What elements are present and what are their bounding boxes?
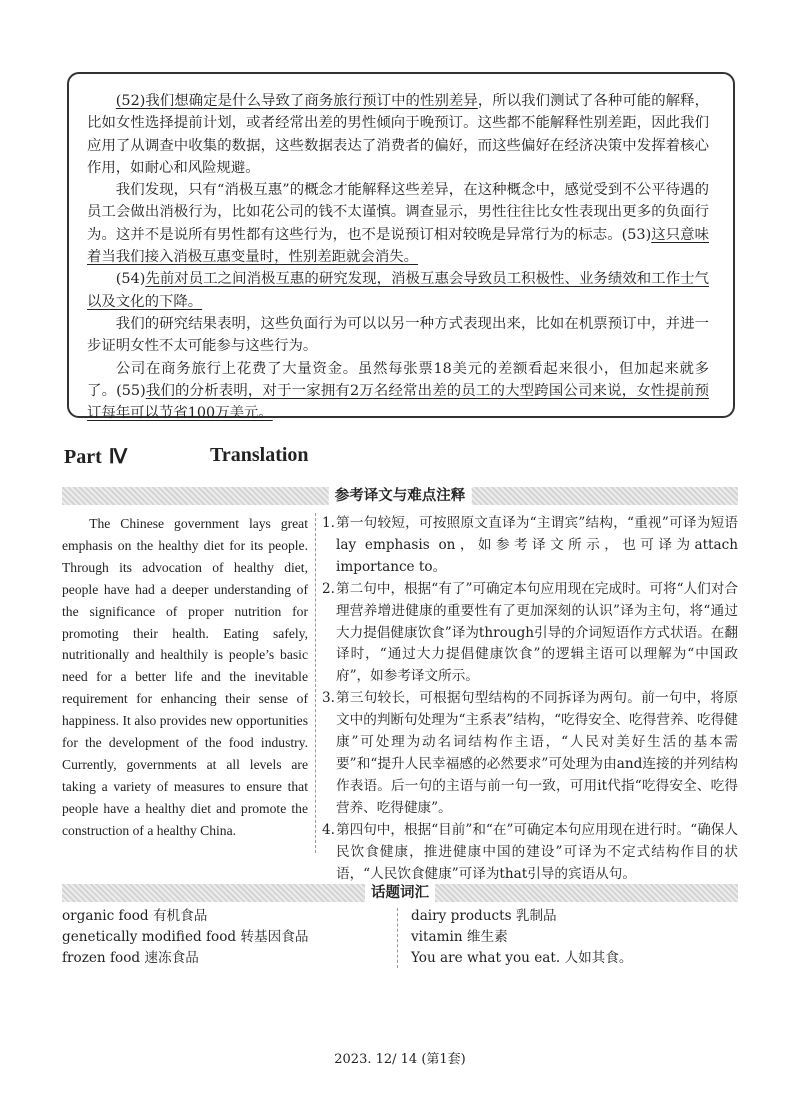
note-text: 第四句中，根据“目前”和“在”可确定本句应用现在进行时。“确保人民饮食健康，推进健康中国的建设”可译为不定式结构作目的状语，“人民饮食健康”可译为that引导的宾语从句。: [336, 821, 738, 882]
note-number: 3.: [322, 690, 335, 707]
underlined-sentence: 先前对员工之间消极互惠的研究发现，消极互惠会导致员工积极性、业务绩效和工作士气以及文化的下降。: [87, 271, 709, 310]
underlined-sentence: 我们的分析表明，对于一家拥有2万名经常出差的员工的大型跨国公司来说，女性提前预订每年可以节省100万美元。: [87, 382, 709, 422]
passage-box: [67, 72, 735, 422]
passage-paragraph: [87, 358, 709, 425]
section-bar-vocab: [62, 884, 738, 902]
translation-text: The Chinese government lays great emphasis on the healthy diet for its people. Through its advocation of healthy diet, people have had a deeper understanding of the significance of proper nutrition for promoting their health. Eating safely, nutritionally and healthily is people’s basic need for a better life and the inevitable requirement for enhancing their sense of happiness. It also provides new opportunities for the development of the food industry. Currently, governments at all levels are taking a variety of measures to ensure that people have a healthy diet and promote the construction of a healthy China.: [62, 516, 308, 838]
page-footer: 2023. 12/ 14 (第1套): [334, 1052, 466, 1067]
note-item: [322, 579, 738, 689]
note-text: 第一句较短，可按照原文直译为“主谓宾”结构，“重视”可译为短语lay emphasis on，如参考译文所示，也可译为attach importance to。: [336, 515, 738, 575]
note-text: 第二句中，根据“有了”可确定本句应用现在完成时。可将“人们对合理营养增进健康的重要性有了更加深刻的认识”译为主句，将“通过大力提倡健康饮食”译为through引导的介词短语作方式状语。在翻译时，“通过大力提倡健康饮食”的逻辑主语可以理解为“中国政府”，如参考译文所示。: [336, 580, 738, 685]
passage-paragraph: [87, 179, 709, 268]
underlined-sentence: (52)我们想确定是什么导致了商务旅行预订中的性别差异: [115, 93, 478, 109]
note-item: [322, 820, 738, 886]
vocab-item: frozen food 速冻食品: [62, 950, 199, 966]
passage-text: 公司在商务旅行上花费了大量资金。虽然每张票18美元的差额看起来很小，但加起来就多了。(55): [87, 360, 709, 399]
notes-list: [322, 513, 738, 885]
vocab-item: vitamin 维生素: [411, 929, 508, 945]
passage-paragraph: [87, 90, 709, 179]
vocab-item: You are what you eat. 人如其食。: [411, 950, 633, 966]
part-heading: [64, 444, 309, 469]
part-numeral: Ⅳ: [108, 446, 128, 468]
section-title-reference: 参考译文与难点注释: [329, 487, 472, 505]
note-item: [322, 513, 738, 579]
passage-text: (54): [115, 271, 146, 288]
note-item: [322, 688, 738, 819]
vocab-list-right: [411, 906, 632, 969]
passage-paragraph: [87, 313, 709, 358]
passage-text: 我们发现，只有“消极互惠”的概念才能解释这些差异，在这种概念中，感觉受到不公平待遇的员工会做出消极行为，比如花公司的钱不太谨慎。调查显示，男性往往比女性表现出更多的负面行为。这并不是说所有男性都有这些行为，也不是说预订相对较晚是异常行为的标志。(53): [87, 182, 709, 243]
part-label: Part: [64, 446, 102, 468]
passage-paragraph: [87, 268, 709, 313]
note-number: 4.: [322, 821, 335, 838]
note-text: 第三句较长，可根据句型结构的不同拆译为两句。前一句中，将原文中的判断句处理为“主系表”结构，“吃得安全、吃得营养、吃得健康”可处理为动名词结构作主语，“人民对美好生活的基本需要”和“提升人民幸福感的必然要求”可处理为由and连接的并列结构作表语。后一句的主语与前一句一致，可用it代指“吃得安全、吃得营养、吃得健康”。: [336, 690, 738, 816]
section-bar-reference: [62, 487, 738, 505]
note-number: 1.: [322, 515, 335, 531]
vocab-divider: [397, 908, 398, 968]
passage-paragraphs: [87, 90, 709, 424]
underlined-sentence: 这只意味着当我们接入消极互惠变量时，性别差距就会消失。: [87, 226, 709, 266]
passage-text: 我们的研究结果表明，这些负面行为可以以另一种方式表现出来，比如在机票预订中，并进一步证明女性不太可能参与这些行为。: [87, 315, 709, 355]
part-title: Translation: [210, 444, 309, 466]
note-number: 2.: [322, 580, 335, 597]
section-title-vocab: 话题词汇: [365, 884, 435, 902]
vocab-item: genetically modified food 转基因食品: [62, 929, 309, 945]
column-divider: [315, 513, 316, 853]
passage-text: ，所以我们测试了各种可能的解释，比如女性选择提前计划，或者经常出差的男性倾向于晚预订。这些都不能解释性别差距，因此我们应用了从调查中收集的数据，这些数据表达了消费者的偏好，而这些偏好在经济决策中发挥着核心作用，如耐心和风险规避。: [87, 93, 709, 176]
vocab-item: dairy products 乳制品: [411, 908, 557, 924]
vocab-item: organic food 有机食品: [62, 908, 208, 924]
vocab-list-left: [62, 906, 308, 969]
